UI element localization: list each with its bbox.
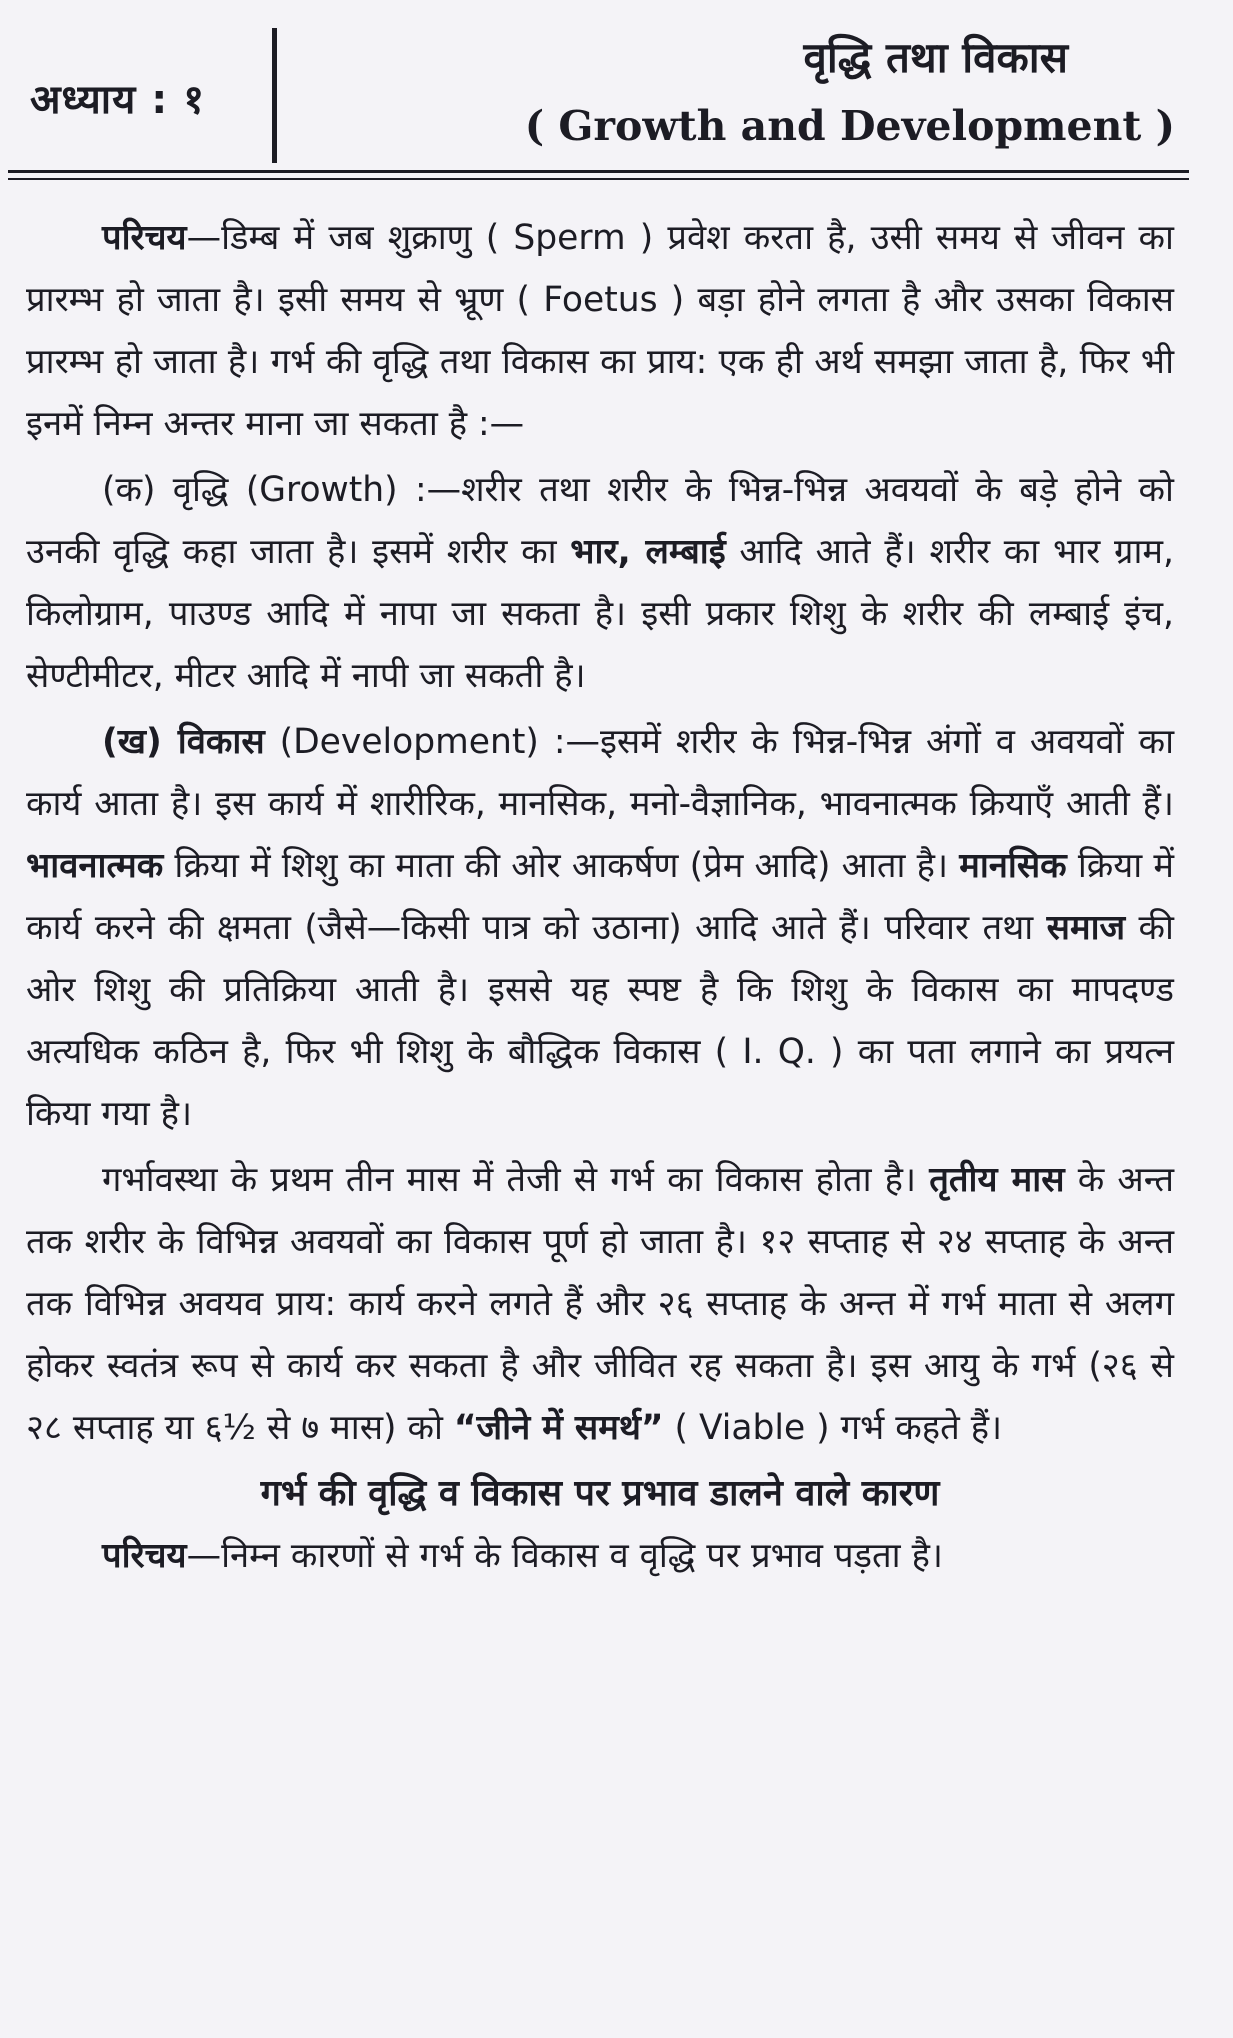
pregnancy-text: गर्भावस्था के प्रथम तीन मास में तेजी से गर्भ का विकास होता है। [102,1160,930,1200]
chapter-title-hindi: वृद्धि तथा विकास [803,33,1068,82]
header-divider [272,28,277,163]
page-body [26,207,1174,1587]
intro-paragraph [26,207,1174,455]
header-rule-thin [8,178,1189,180]
development-text: की ओर शिशु की प्रतिक्रिया आती है। इससे यह स्पष्ट है कि शिशु के विकास का मापदण्ड अत्यधिक कठिन है, फिर भी शिशु के बौद्धिक विकास ( I. Q. ) का पता लगाने का प्रयत्न किया गया है। [26,908,1174,1134]
chapter-title-english: ( Growth and Development ) [524,102,1175,150]
chapter-label: अध्याय : १ [30,77,206,123]
pregnancy-emphasis: “जीने में समर्थ” [453,1408,664,1448]
development-paragraph [26,711,1174,1145]
development-lead: (ख) विकास [102,722,265,762]
development-text: क्रिया में शिशु का माता की ओर आकर्षण (प्रेम आदि) आता है। [163,846,960,886]
development-text: क्रिया में कार्य करने की क्षमता (जैसे—किसी पात्र को उठाना) आदि आते हैं। परिवार तथा [26,846,1174,948]
growth-lead: (क) वृद्धि [102,470,229,510]
header-rule-thick [8,170,1189,173]
pregnancy-text: के अन्त तक शरीर के विभिन्न अवयवों का विकास पूर्ण हो जाता है। १२ सप्ताह से २४ सप्ताह के अन्त तक विभिन्न अवयव प्राय: कार्य करने लगते हैं और २६ सप्ताह के अन्त में गर्भ माता से अलग होकर स्वतंत्र रूप से कार्य कर सकता है और जीवित रह सकता है। इस आयु के गर्भ (२६ से २८ सप्ताह या ६½ से ७ मास) को [26,1160,1174,1448]
section-intro-lead: परिचय [102,1536,187,1576]
development-emphasis: मानसिक [959,846,1067,886]
pregnancy-text: ( Viable ) गर्भ कहते हैं। [663,1408,1003,1448]
section-heading: गर्भ की वृद्धि व विकास पर प्रभाव डालने वाले कारण [260,1473,940,1514]
intro-text: —डिम्ब में जब शुक्राणु ( Sperm ) प्रवेश करता है, उसी समय से जीवन का प्रारम्भ हो जाता है। इसी समय से भ्रूण ( Foetus ) बड़ा होने लगता है और उसका विकास प्रारम्भ हो जाता है। गर्भ की वृद्धि तथा विकास का प्राय: एक ही अर्थ समझा जाता है, फिर भी इनमें निम्न अन्तर माना जा सकता है :— [26,218,1174,444]
growth-paragraph [26,459,1174,707]
development-emphasis: समाज [1046,908,1126,948]
section-intro-text: —निम्न कारणों से गर्भ के विकास व वृद्धि पर प्रभाव पड़ता है। [186,1536,943,1576]
intro-lead: परिचय [102,218,187,258]
growth-text: आदि आते हैं। शरीर का भार ग्राम, किलोग्राम, पाउण्ड आदि में नापा जा सकता है। इसी प्रकार शिशु के शरीर की लम्बाई इंच, सेण्टीमीटर, मीटर आदि में नापी जा सकती है। [26,532,1175,696]
growth-emphasis: भार, लम्बाई [570,532,726,572]
development-emphasis: भावनात्मक [26,846,164,886]
growth-text: (Growth) :—शरीर तथा शरीर के भिन्न-भिन्न अवयवों के बड़े होने को उनकी वृद्धि कहा जाता है। इसमें शरीर का [26,470,1174,572]
pregnancy-paragraph [26,1149,1174,1459]
development-text: (Development) :—इसमें शरीर के भिन्न-भिन्न अंगों व अवयवों का कार्य आता है। इस कार्य में शारीरिक, मानसिक, मनो-वैज्ञानिक, भावनात्मक क्रियाएँ आती हैं। [26,722,1175,824]
section-intro-paragraph [26,1525,1174,1587]
pregnancy-emphasis: तृतीय मास [929,1160,1065,1200]
